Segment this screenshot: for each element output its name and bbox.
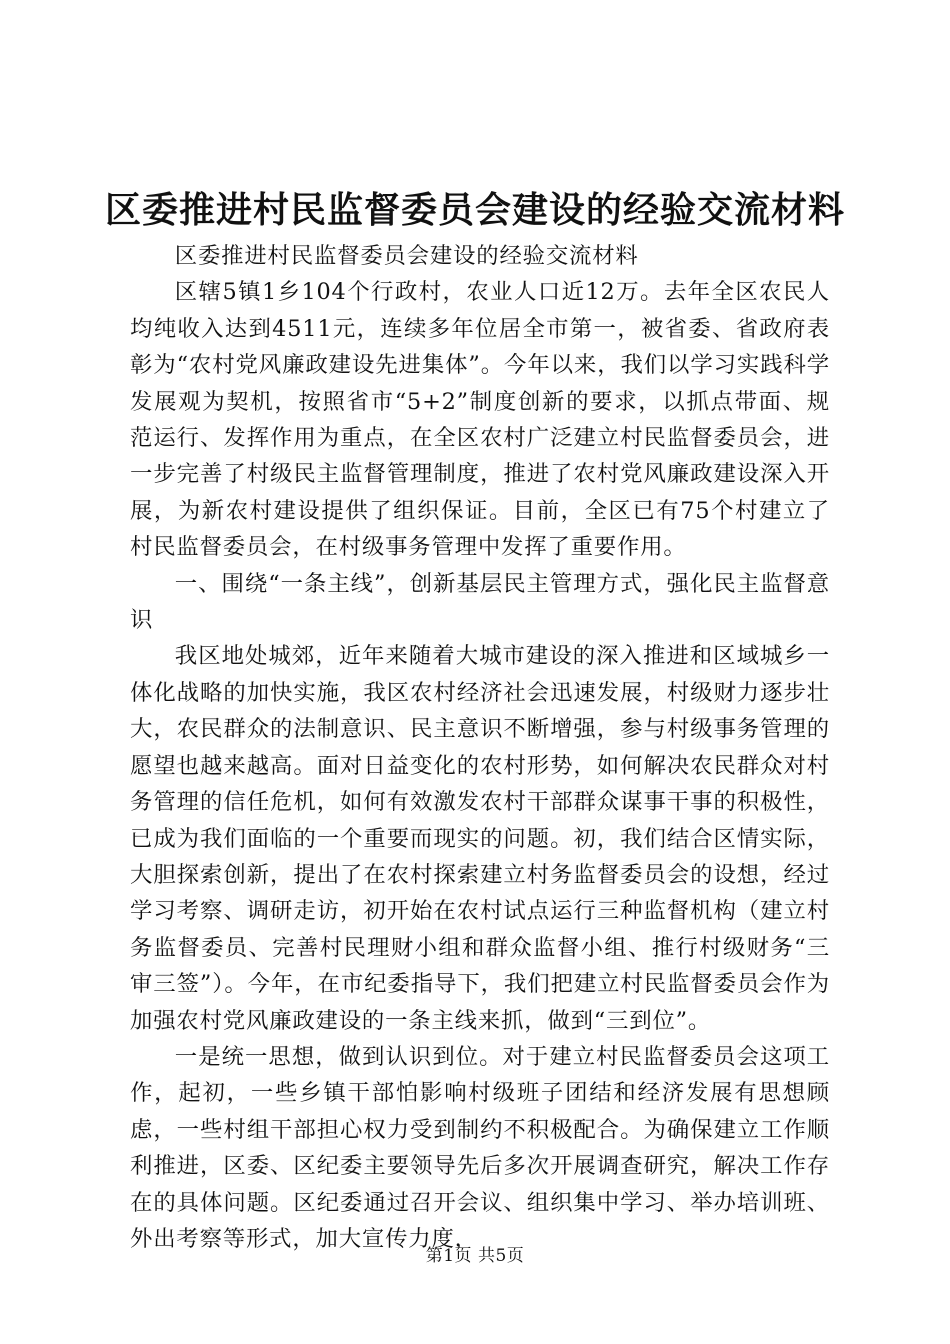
document-title: 区委推进村民监督委员会建设的经验交流材料 — [104, 189, 845, 231]
body-paragraph-overview: 区辖5镇1乡104个行政村，农业人口近12万。去年全区农民人均纯收入达到4511元，连续多年位居全市第一，被省委、省政府表彰为“农村党风廉政建设先进集体”。今年以来，我们以学习实践科学发展观为契机，按照省市“5+2”制度创新的要求，以抓点带面、规范运行、发挥作用为重点，在全区农村广泛建立村民监督委员会，进一步完善了村级民主监督管理制度，推进了农村党风廉政建设深入开展，为新农村建设提供了组织保证。目前，全区已有75个村建立了村民监督委员会，在村级事务管理中发挥了重要作用。 — [130, 279, 830, 561]
section-heading-one: 一、围绕“一条主线”，创新基层民主管理方式，强化民主监督意识 — [130, 570, 830, 634]
body-paragraph-background: 我区地处城郊，近年来随着大城市建设的深入推进和区域城乡一体化战略的加快实施，我区农村经济社会迅速发展，村级财力逐步壮大，农民群众的法制意识、民主意识不断增强，参与村级事务管理的愿望也越来越高。面对日益变化的农村形势，如何解决农民群众对村务管理的信任危机，如何有效激发农村干部群众谋事干事的积极性，已成为我们面临的一个重要而现实的问题。初，我们结合区情实际，大胆探索创新，提出了在农村探索建立村务监督委员会的设想，经过学习考察、调研走访，初开始在农村试点运行三种监督机构（建立村务监督委员、完善村民理财小组和群众监督小组、推行村级财务“三审三签”）。今年，在市纪委指导下，我们把建立村民监督委员会作为加强农村党风廉政建设的一条主线来抓，做到“三到位”。 — [130, 643, 830, 1034]
body-paragraph-subtitle: 区委推进村民监督委员会建设的经验交流材料 — [174, 243, 639, 269]
body-paragraph-point-one: 一是统一思想，做到认识到位。对于建立村民监督委员会这项工作，起初，一些乡镇干部怕影响村级班子团结和经济发展有思想顾虑，一些村组干部担心权力受到制约不积极配合。为确保建立工作顺利推进，区委、区纪委主要领导先后多次开展调查研究，解决工作存在的具体问题。区纪委通过召开会议、组织集中学习、举办培训班、外出考察等形式，加大宣传力度， — [130, 1043, 830, 1252]
document-body — [130, 238, 830, 1257]
page-footer: 第1页 共5页 — [425, 1246, 525, 1266]
